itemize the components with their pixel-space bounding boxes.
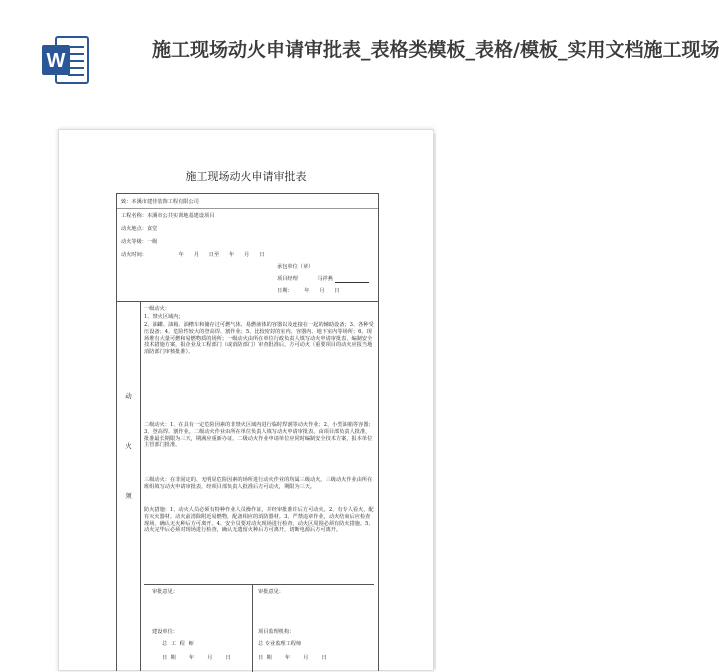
svg-text:W: W	[46, 50, 66, 72]
page-title: 施工现场动火申请审批表_表格类模板_表格/模板_实用文档施工现场	[152, 39, 719, 61]
approval-opinion-right: 审批意见：	[258, 589, 284, 595]
paragraph-restricted-zone: 1、禁火区域内；	[144, 314, 184, 320]
paragraph-fire-measures: 防火措施：1、动火人员必须有特种作业人员操作证，并经审批准许后方可动火。2、有专人看火，配有灭火器材。动火前清除附近易燃物，配备相应的消防器材。3、严禁违章作业，动火结束后应检查现场，确认无火种后方可离开。4、安全员要对动火现场进行检查，动火区周围必须有防火措施。5、动火完毕后必须对现场进行检查，确认无遗留火种后方可离开，切断电源后方可离开。	[144, 507, 374, 534]
applicant-section	[117, 194, 378, 302]
to-value: 本溪市建佳装饰工程有限公司	[131, 199, 199, 205]
sign-date-right: 日 期 年 月 日	[258, 655, 327, 661]
side-char-2: 火	[125, 442, 132, 450]
supervision-approval	[258, 585, 370, 672]
signature-line	[335, 277, 369, 283]
paragraph-first-level: 一级动火：	[144, 306, 170, 312]
approval-block	[144, 584, 374, 672]
to-label: 致：	[121, 199, 132, 205]
paragraph-second-level: 二级动火：1、在具有一定危险因素的非禁火区域内进行临时焊割等动火作业；2、小型油箱等容器；3、登高焊、割作业。二级动火作业由所在单位负责人填写动火申请审批表，由项目部负责人批准，批准最长期限为三天，期满应重新办证。二级动火作业申请单位应同时编制安全技术方案，报本单位主管部门批准。	[144, 422, 374, 449]
requirements-section	[117, 302, 378, 671]
document-title: 施工现场动火申请审批表	[185, 170, 307, 183]
side-char-3: 须	[125, 492, 132, 500]
project-row	[121, 213, 214, 220]
pm-label: 项目经理	[277, 276, 298, 282]
pm-value: 马祥燕	[317, 276, 333, 282]
to-row	[121, 199, 199, 206]
sign-date-left: 日 期 年 月 日	[162, 655, 231, 661]
approval-opinion-left: 审批意见：	[152, 589, 178, 595]
level-value: 一级	[146, 239, 158, 245]
date-value: 年 月 日	[304, 288, 340, 294]
contractor-label: 承包单位（章）	[277, 264, 314, 270]
supervision-label: 项目监理机构：	[258, 629, 295, 635]
pm-row	[277, 276, 369, 283]
location-value: 食堂	[146, 226, 158, 232]
date-row	[277, 288, 340, 295]
location-row	[121, 226, 157, 233]
project-value: 本溪市公共实训地基建设项目	[146, 213, 215, 219]
chief-engineer-label: 总 工 程 师	[162, 641, 195, 647]
date-label: 日期：	[277, 288, 293, 294]
project-label: 工程名称：	[121, 213, 147, 219]
supervisor-label: 总 专业监理工程师	[258, 641, 302, 647]
paragraph-first-level-detail: 2、油罐、油箱、油槽车和储存过可燃气体、易燃液体的容器以及连接在一起的辅助设备；3、各种受压设备；4、危险性较大的登高焊、割作业；5、比较密封的室内、容器内、地下室内等场所；6、现场堆有大量可燃和易燃物质的场所；一级动火由所在单位行政负责人填写动火申请审批表，编制安全技术措施方案，报企业及工程部门（或消防部门）审查批准后，方可动火（重要项目的动火应报当地消防部门审核批准）。	[144, 322, 374, 355]
side-char-1: 动	[125, 392, 132, 400]
level-label: 动火等级：	[121, 239, 147, 245]
location-label: 动火地点：	[121, 226, 147, 232]
time-row	[121, 252, 264, 259]
build-unit-label: 建设单位：	[152, 629, 178, 635]
header-banner	[0, 0, 719, 110]
approval-divider	[252, 585, 253, 672]
time-value: 年 月 日至 年 月 日	[178, 252, 265, 258]
construction-approval	[152, 585, 252, 672]
time-label: 动火时间：	[121, 252, 147, 258]
application-form	[116, 193, 379, 671]
side-label-column	[117, 302, 141, 671]
word-icon	[42, 35, 90, 85]
paragraph-third-level: 三级动火：在非固定的、无明显危险因素的场所进行动火作业的均属三级动火。三级动火作业由所在班组填写动火申请审批表，经项目部负责人批准后方可动火，期限为三天。	[144, 477, 373, 490]
document-page	[58, 129, 434, 671]
contractor-row	[277, 264, 313, 271]
level-row	[121, 239, 157, 246]
